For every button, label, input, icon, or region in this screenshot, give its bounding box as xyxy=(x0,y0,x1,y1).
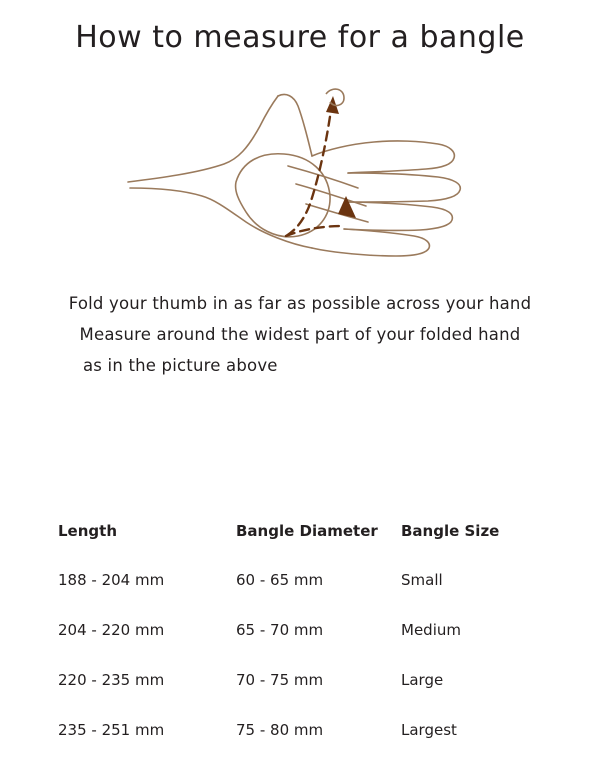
table-row xyxy=(58,721,558,771)
hand-measuring-diagram xyxy=(120,78,500,268)
header-bangle-size: Bangle Size xyxy=(401,522,500,540)
instruction-line-2: Measure around the widest part of your folded hand xyxy=(79,325,521,344)
cell-size: Largest xyxy=(401,721,457,739)
table-header-row xyxy=(58,522,558,571)
cell-length: 204 - 220 mm xyxy=(58,621,165,639)
instructions-block xyxy=(0,288,600,381)
cell-size: Large xyxy=(401,671,444,689)
cell-length: 235 - 251 mm xyxy=(58,721,165,739)
table-row xyxy=(58,671,558,721)
cell-diameter: 60 - 65 mm xyxy=(236,571,324,589)
cell-length: 188 - 204 mm xyxy=(58,571,165,589)
table-row xyxy=(58,571,558,621)
cell-size: Medium xyxy=(401,621,461,639)
cell-diameter: 75 - 80 mm xyxy=(236,721,324,739)
page-title: How to measure for a bangle xyxy=(75,20,525,55)
instruction-line-3: as in the picture above xyxy=(83,356,278,375)
cell-length: 220 - 235 mm xyxy=(58,671,165,689)
cell-size: Small xyxy=(401,571,443,589)
header-length: Length xyxy=(58,522,117,540)
table-row xyxy=(58,621,558,671)
cell-diameter: 70 - 75 mm xyxy=(236,671,324,689)
instruction-line-1: Fold your thumb in as far as possible across your hand xyxy=(68,294,532,313)
cell-diameter: 65 - 70 mm xyxy=(236,621,324,639)
header-bangle-diameter: Bangle Diameter xyxy=(236,522,378,540)
size-chart-table xyxy=(58,522,558,771)
